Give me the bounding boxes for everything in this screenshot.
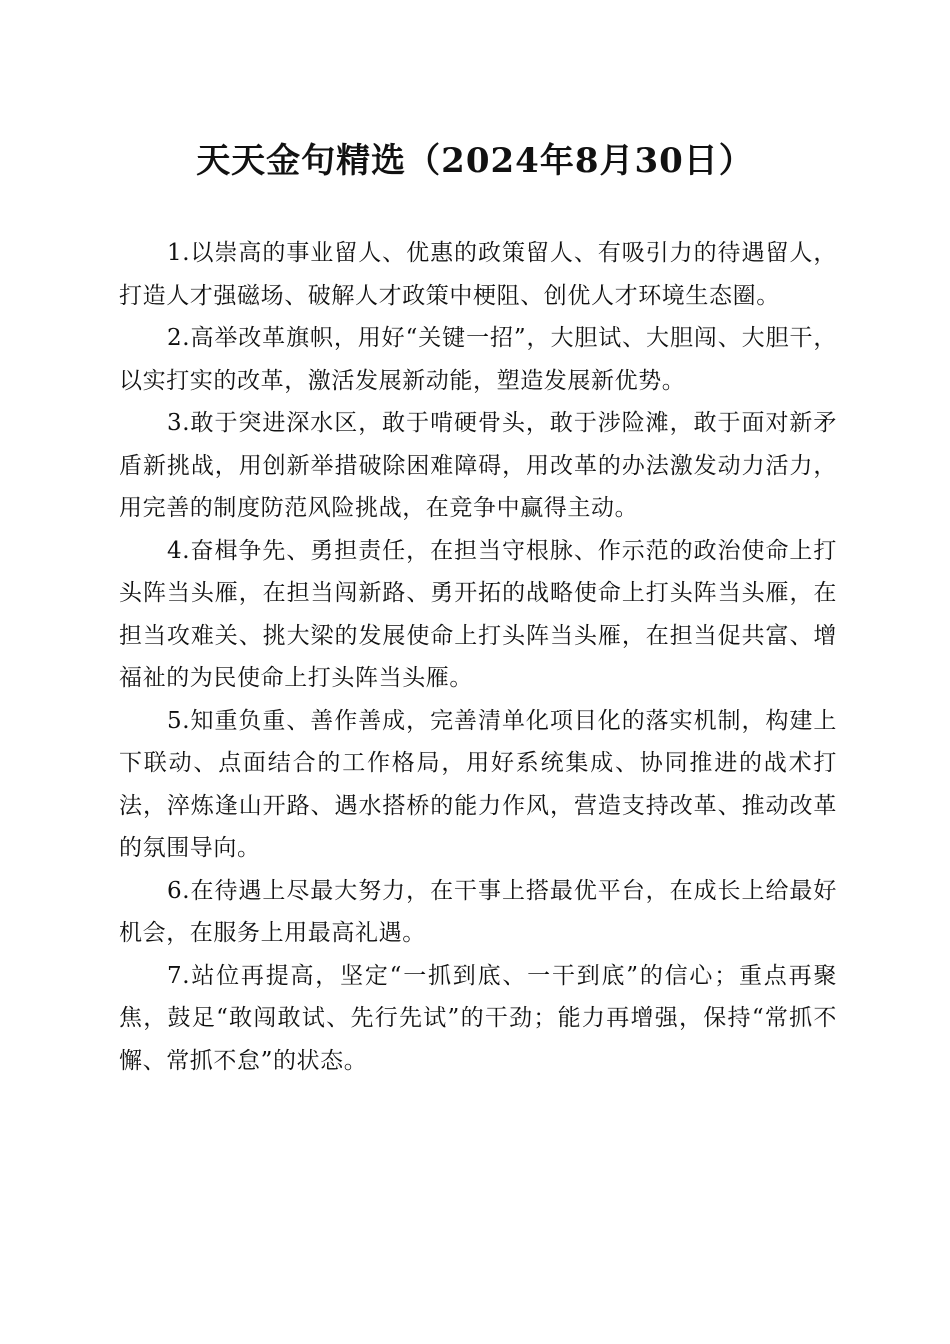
paragraph-1: 1.以崇高的事业留人、优惠的政策留人、有吸引力的待遇留人，打造人才强磁场、破解人才政策中梗阻、创优人才环境生态圈。 bbox=[119, 240, 837, 309]
paragraph-5: 5.知重负重、善作善成，完善清单化项目化的落实机制，构建上下联动、点面结合的工作格局，用好系统集成、协同推进的战术打法，淬炼逢山开路、遇水搭桥的能力作风，营造支持改革、推动改革的氛围导向。 bbox=[119, 707, 837, 861]
paragraph-4: 4.奋楫争先、勇担责任，在担当守根脉、作示范的政治使命上打头阵当头雁，在担当闯新路、勇开拓的战略使命上打头阵当头雁，在担当攻难关、挑大梁的发展使命上打头阵当头雁，在担当促共富、增福祉的为民使命上打头阵当头雁。 bbox=[119, 537, 837, 691]
paragraph-7: 7.站位再提高，坚定“一抓到底、一干到底”的信心；重点再聚焦，鼓足“敢闯敢试、先行先试”的干劲；能力再增强，保持“常抓不懈、常抓不怠”的状态。 bbox=[119, 962, 837, 1074]
paragraph-2: 2.高举改革旗帜，用好“关键一招”，大胆试、大胆闯、大胆干，以实打实的改革，激活发展新动能，塑造发展新优势。 bbox=[119, 325, 837, 394]
document-body bbox=[119, 232, 837, 1082]
page-title: 天天金句精选（2024年8月30日） bbox=[196, 141, 754, 181]
paragraph-6: 6.在待遇上尽最大努力，在干事上搭最优平台，在成长上给最好机会，在服务上用最高礼遇。 bbox=[119, 877, 837, 946]
paragraph-3: 3.敢于突进深水区，敢于啃硬骨头，敢于涉险滩，敢于面对新矛盾新挑战，用创新举措破除困难障碍，用改革的办法激发动力活力，用完善的制度防范风险挑战，在竞争中赢得主动。 bbox=[119, 410, 837, 521]
